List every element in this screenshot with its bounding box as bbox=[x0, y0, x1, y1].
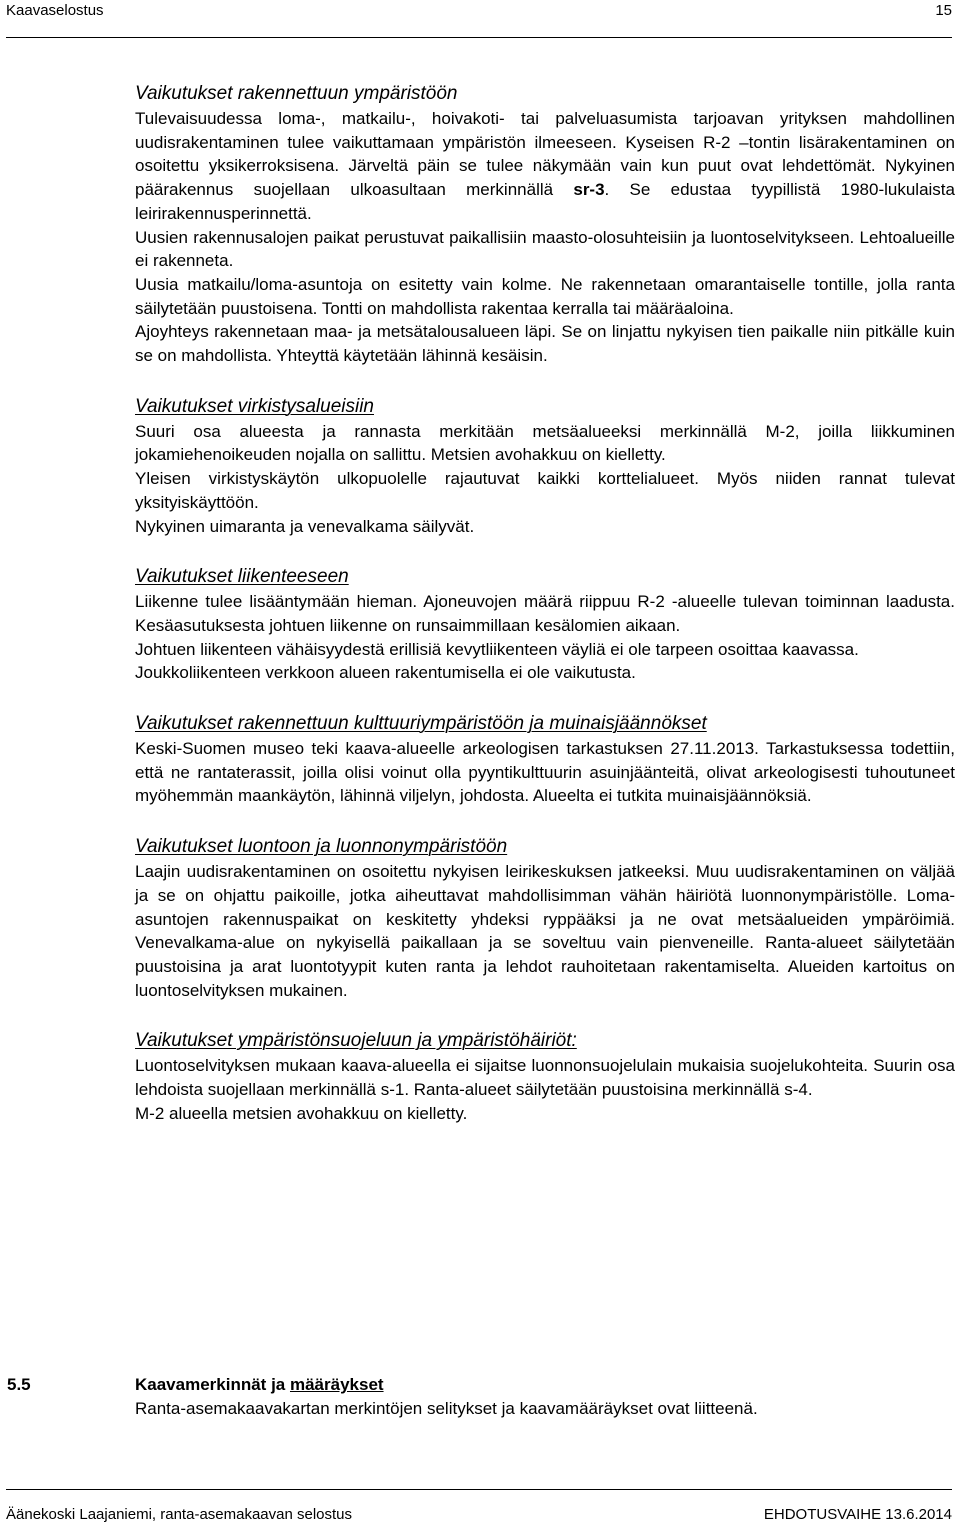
paragraph: Luontoselvityksen mukaan kaava-alueella ei sijaitse luonnonsuojelulain mukaisia suojelukohteita. Suurin osa lehdoista suojellaan merkinnällä s-1. Ranta-alueet säilytetään puustoisina merkinnällä s-4. bbox=[135, 1056, 955, 1100]
section-heading: Vaikutukset ympäristönsuojeluun ja ympäristöhäiriöt: bbox=[135, 1030, 577, 1052]
paragraph: Nykyinen uimaranta ja venevalkama säilyvät. bbox=[135, 516, 475, 536]
paragraph: Ajoyhteys rakennetaan maa- ja metsätalousalueen läpi. Se on linjattu nykyisen tien paikalle niin pitkälle kuin se on mahdollista. Yhteyttä käytetään lähinnä kesäisin. bbox=[135, 322, 955, 366]
section-environmental-protection bbox=[135, 1029, 955, 1125]
section-traffic bbox=[135, 565, 955, 685]
section-heading: Vaikutukset liikenteeseen bbox=[135, 566, 349, 588]
section-cultural-environment bbox=[135, 712, 955, 808]
paragraph: Joukkoliikenteen verkkoon alueen rakentumisella ei ole vaikutusta. bbox=[135, 663, 636, 683]
page-header bbox=[6, 0, 952, 38]
section-heading: Vaikutukset virkistysalueisiin bbox=[135, 395, 374, 417]
header-title: Kaavaselostus bbox=[6, 2, 104, 19]
paragraph: Yleisen virkistyskäytön ulkopuolelle rajautuvat kaikki korttelialueet. Myös niiden rannat tulevat yksityiskäyttöön. bbox=[135, 469, 955, 512]
section-text: Ranta-asemakaavakartan merkintöjen selitykset ja kaavamääräykset ovat liitteenä. bbox=[135, 1399, 758, 1418]
paragraph: Laajin uudisrakentaminen on osoitettu nykyisen leirikeskuksen jatkeeksi. Muu uudisrakentaminen on väljää ja se on ohjattu paikoille, jotka aiheuttavat mahdollisimman vähän häiriötä luonnonympäristölle. Loma-asuntojen rakennuspaikat on keskitetty yhdeksi ryppääksi ja ne ovat metsäalueiden ympäröimiä. Venevalkama-alue on nykyisellä paikallaan ja se soveltuu vain pienveneille. Ranta-alueet säilytetään puustoisina ja arat luontotyypit kuten ranta ja lehdot rauhoitetaan rakentamiselta. Alueiden kartoitus on luontoselvityksen mukainen. bbox=[135, 862, 955, 1000]
section-heading: Vaikutukset rakennettuun kulttuuriympäristöön ja muinaisjäännökset bbox=[135, 713, 707, 735]
paragraph: Johtuen liikenteen vähäisyydestä erillisiä kevytliikenteen väyliä ei ole tarpeen osoittaa kaavassa. bbox=[135, 639, 859, 659]
paragraph: Uusia matkailu/loma-asuntoja on esitetty vain kolme. Ne rakennetaan omarantaiselle tontille, jolla ranta säilytetään puustoisena. Tontti on mahdollista rakentaa kerralla tai määräaloina. bbox=[135, 274, 955, 318]
document-body bbox=[135, 82, 955, 1153]
section-heading: Vaikutukset rakennettuun ympäristöön bbox=[135, 83, 458, 104]
page-number: 15 bbox=[935, 2, 952, 19]
paragraph: Suuri osa alueesta ja rannasta merkitään metsäalueeksi merkinnällä M-2, joilla liikkuminen jokamiehenoikeuden nojalla on sallittu. Metsien avohakkuu on kielletty. bbox=[135, 421, 955, 465]
section-title bbox=[135, 1373, 384, 1397]
section-heading: Vaikutukset luontoon ja luonnonympäristöön bbox=[135, 836, 508, 858]
paragraph: Uusien rakennusalojen paikat perustuvat paikallisiin maasto-olosuhteisiin ja luontoselvitykseen. Lehtoalueille ei rakenneta. bbox=[135, 227, 955, 271]
section-built-environment bbox=[135, 82, 955, 368]
paragraph: Liikenne tulee lisääntymään hieman. Ajoneuvojen määrä riippuu R-2 -alueelle tulevan toiminnan laadusta. Kesäasutuksesta johtuen liikenne on runsaimmillaan kesälomien aikaan. bbox=[135, 592, 955, 635]
footer-stage-date: EHDOTUSVAIHE 13.6.2014 bbox=[763, 1506, 952, 1523]
section-recreation-areas bbox=[135, 395, 955, 539]
page-footer bbox=[6, 1489, 952, 1528]
paragraph: M-2 alueella metsien avohakkuu on kielletty. bbox=[135, 1103, 468, 1123]
section-title-part1: Kaavamerkinnät ja bbox=[135, 1375, 286, 1394]
paragraph: Keski-Suomen museo teki kaava-alueelle arkeologisen tarkastuksen 27.11.2013. Tarkastuksessa todettiin, että ne rantaterassit, joilla olisi voinut olla pyyntikulttuurin asuinjäänteitä, olivat arkeologisesti tuhoutuneet myöhemmän maankäytön, lähinnä viljelyn, johdosta. Alueelta ei tutkita muinaisjäännöksiä. bbox=[135, 739, 955, 806]
section-title-part2: määräykset bbox=[289, 1375, 384, 1394]
paragraph: Tulevaisuudessa loma-, matkailu-, hoivakoti- tai palveluasumista tarjoavan yrityksen mahdollinen uudisrakentaminen tulee vaikuttamaan ympäristön ilmeeseen. Kyseisen R-2 –tontin lisärakentaminen on osoitettu yksikerroksisena. Järveltä päin se tulee näkymään vain kun puut ovat lehdettömät. Nykyinen päärakennus suojellaan ulkoasultaan merkinnällä sr-3. Se edustaa tyypillistä 1980-lukulaista leirirakennusperinnettä. bbox=[135, 109, 955, 223]
section-nature bbox=[135, 835, 955, 1002]
footer-document-title: Äänekoski Laajaniemi, ranta-asemakaavan selostus bbox=[6, 1506, 353, 1523]
section-number: 5.5 bbox=[7, 1375, 31, 1394]
